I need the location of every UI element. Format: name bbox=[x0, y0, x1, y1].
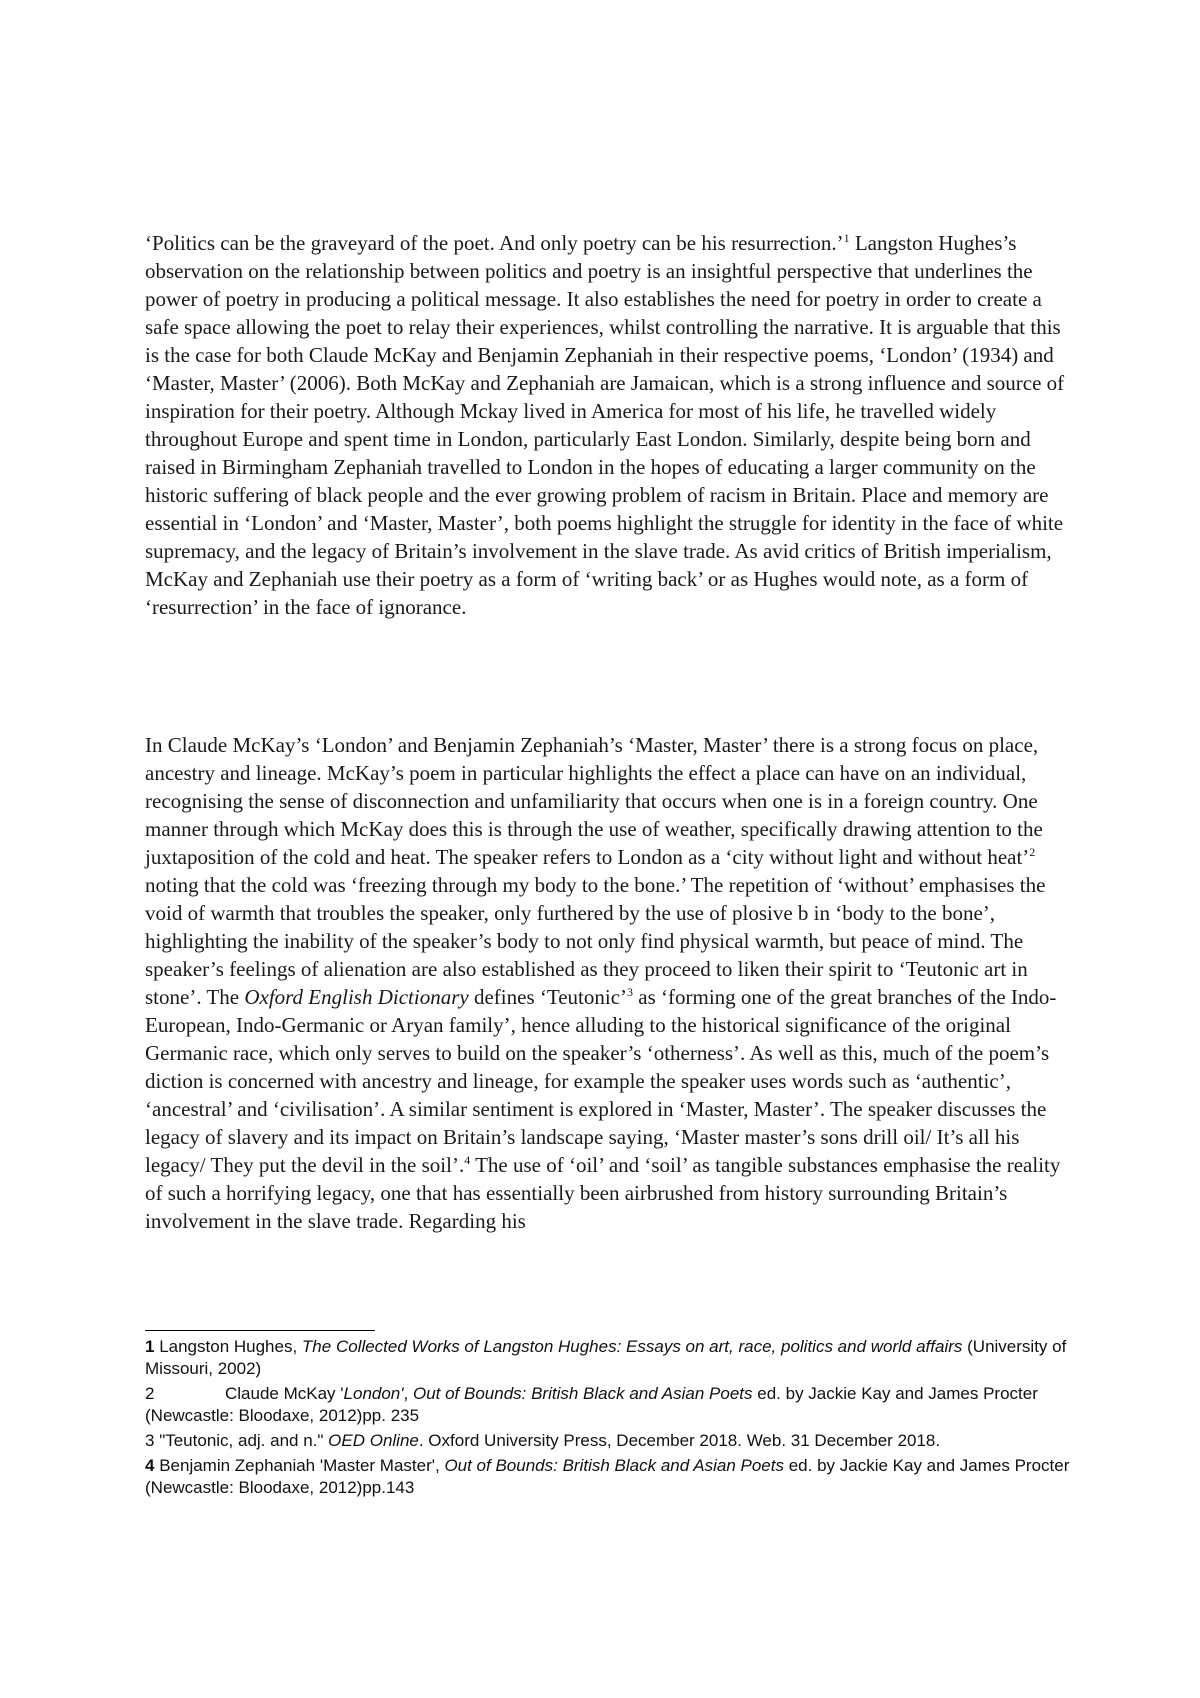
footnote-text: (University of Missouri, 2002) bbox=[145, 1337, 1067, 1378]
footnote-text: Langston Hughes, bbox=[154, 1337, 302, 1356]
footnote-text: Benjamin Zephaniah 'Master Master', bbox=[154, 1456, 445, 1475]
footnote-text: ed. by Jackie Kay and James Procter (Newcastle: Bloodaxe, 2012)pp.143 bbox=[145, 1456, 1070, 1497]
paragraph-text: The use of ‘oil’ and ‘soil’ as tangible substances emphasise the reality of such a horrifying legacy, one that has essentially been airbrushed from history surrounding Britain’s involvement in the slave trade. Regarding his bbox=[145, 1153, 1061, 1233]
footnote-italic: The Collected Works of Langston Hughes: Essays on art, race, politics and world affairs bbox=[301, 1337, 963, 1356]
footnote-text: , bbox=[403, 1384, 413, 1403]
footnote-3 bbox=[145, 1430, 1075, 1452]
paragraph-text: defines ‘Teutonic’ bbox=[468, 985, 628, 1009]
footnote-separator bbox=[145, 1330, 375, 1331]
footnote-number: 2 bbox=[145, 1384, 155, 1403]
footnote-number: 1 bbox=[145, 1337, 155, 1356]
body-paragraph-2 bbox=[145, 731, 1075, 1235]
footnote-italic: London' bbox=[343, 1384, 404, 1403]
footnote-text: "Teutonic, adj. and n." bbox=[154, 1431, 329, 1450]
footnote-text: Claude McKay ' bbox=[225, 1384, 344, 1403]
footnote-italic: Out of Bounds: British Black and Asian Poets bbox=[444, 1456, 784, 1475]
paragraph-text: ‘Politics can be the graveyard of the poet. And only poetry can be his resurrection.’ bbox=[145, 231, 844, 255]
footnote-ref-3[interactable]: 3 bbox=[627, 985, 634, 999]
footnote-ref-1[interactable]: 1 bbox=[843, 231, 850, 245]
footnote-italic: Out of Bounds: British Black and Asian Poets bbox=[412, 1384, 753, 1403]
footnote-4 bbox=[145, 1455, 1075, 1499]
footnote-ref-2[interactable]: 2 bbox=[1029, 845, 1036, 859]
footnote-text: ed. by Jackie Kay and James Procter (Newcastle: Bloodaxe, 2012)pp. 235 bbox=[145, 1384, 1038, 1425]
body-paragraph-1 bbox=[145, 229, 1075, 621]
footnotes bbox=[145, 1336, 1075, 1502]
footnote-italic: OED Online bbox=[328, 1431, 419, 1450]
footnote-number: 4 bbox=[145, 1456, 155, 1475]
paragraph-text: noting that the cold was ‘freezing through my body to the bone.’ The repetition of ‘without’ emphasises the void of warmth that troubles the speaker, only furthered by the use of plosive b in ‘body to the bone’, highlighting the inability of the speaker’s body to not only find physical warmth, but peace of mind. The speaker’s feelings of alienation are also established as they proceed to liken their spirit to ‘Teutonic art in stone’. The bbox=[145, 873, 1046, 1009]
footnote-number: 3 bbox=[145, 1431, 155, 1450]
italic-title: Oxford English Dictionary bbox=[244, 985, 469, 1009]
footnote-ref-4[interactable]: 4 bbox=[464, 1153, 471, 1167]
paragraph-text: In Claude McKay’s ‘London’ and Benjamin Zephaniah’s ‘Master, Master’ there is a strong focus on place, ancestry and lineage. McKay’s poem in particular highlights the effect a place can have on an individual, recognising the sense of disconnection and unfamiliarity that occurs when one is in a foreign country. One manner through which McKay does this is through the use of weather, specifically drawing attention to the juxtaposition of the cold and heat. The speaker refers to London as a ‘city without light and without heat’ bbox=[145, 733, 1043, 869]
paragraph-text: Langston Hughes’s observation on the relationship between politics and poetry is an insightful perspective that underlines the power of poetry in producing a political message. It also establishes the need for poetry in order to create a safe space allowing the poet to relay their experiences, whilst controlling the narrative. It is arguable that this is the case for both Claude McKay and Benjamin Zephaniah in their respective poems, ‘London’ (1934) and ‘Master, Master’ (2006). Both McKay and Zephaniah are Jamaican, which is a strong influence and source of inspiration for their poetry. Although Mckay lived in America for most of his life, he travelled widely throughout Europe and spent time in London, particularly East London. Similarly, despite being born and raised in Birmingham Zephaniah travelled to London in the hopes of educating a larger community on the historic suffering of black people and the ever growing problem of racism in Britain. Place and memory are essential in ‘London’ and ‘Master, Master’, both poems highlight the struggle for identity in the face of white supremacy, and the legacy of Britain’s involvement in the slave trade. As avid critics of British imperialism, McKay and Zephaniah use their poetry as a form of ‘writing back’ or as Hughes would note, as a form of ‘resurrection’ in the face of ignorance. bbox=[145, 231, 1065, 619]
footnote-1 bbox=[145, 1336, 1075, 1380]
paragraph-text: as ‘forming one of the great branches of the Indo-European, Indo-Germanic or Aryan family’, hence alluding to the historical significance of the original Germanic race, which only serves to build on the speaker’s ‘otherness’. As well as this, much of the poem’s diction is concerned with ancestry and lineage, for example the speaker uses words such as ‘authentic’, ‘ancestral’ and ‘civilisation’. A similar sentiment is explored in ‘Master, Master’. The speaker discusses the legacy of slavery and its impact on Britain’s landscape saying, ‘Master master’s sons drill oil/ It’s all his legacy/ They put the devil in the soil’. bbox=[145, 985, 1057, 1177]
footnote-text: . Oxford University Press, December 2018. Web. 31 December 2018. bbox=[418, 1431, 941, 1450]
footnote-2 bbox=[145, 1383, 1075, 1427]
